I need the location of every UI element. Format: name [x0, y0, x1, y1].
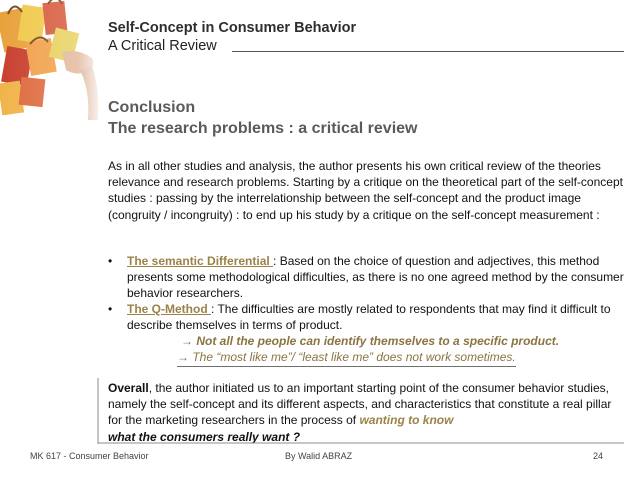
bullet-list [108, 253, 626, 367]
bullet-term: The Q-Method [127, 302, 211, 316]
bullet-item-semantic-differential [108, 253, 626, 301]
bullet-text: : The difficulties are mostly related to respondents that may find it difficult to describe themselves in terms of product. [127, 302, 611, 332]
header-subtitle: A Critical Review [108, 38, 217, 54]
left-frame-line [97, 378, 99, 444]
q-method-notes [108, 333, 626, 367]
section-heading-research-problems: The research problems : a critical review [108, 120, 418, 137]
shopping-bags-image [0, 0, 104, 142]
conclusion-highlight: wanting to know [359, 413, 454, 428]
header-title: Self-Concept in Consumer Behavior [108, 20, 357, 36]
note-most-least-like-me [108, 349, 626, 367]
footer-frame-line [98, 442, 624, 444]
bullet-marker: • [108, 254, 113, 268]
note-text: → The “most like me”/ “least like me” does not work sometimes. [177, 349, 516, 367]
conclusion-lead: Overall [108, 381, 149, 395]
footer-course: MK 617 - Consumer Behavior [30, 451, 149, 461]
bullet-term: The semantic Differential [127, 254, 274, 268]
header-divider [232, 51, 624, 52]
note-identify: → Not all the people can identify themselves to a specific product. [181, 334, 560, 348]
bullet-item-q-method [108, 301, 626, 333]
bullet-marker: • [108, 302, 113, 316]
conclusion-end: what the consumers really want ? [108, 429, 301, 444]
conclusion-text: , the author initiated us to an important starting point of the consumer behavior studies, namely the self-concept and its different aspects, and characteristics that constitute a real pillar for the marketing researchers in the process of [108, 381, 612, 428]
bullet-text: : Based on the choice of question and adjectives, this method presents some methodological difficulties, as there is no one agreed method by the consumer behavior researchers. [127, 254, 624, 300]
section-heading-conclusion: Conclusion [108, 99, 196, 116]
conclusion-paragraph [108, 380, 626, 445]
footer-author: By Walid ABRAZ [285, 451, 353, 461]
intro-paragraph: As in all other studies and analysis, the author presents his own critical review of the theories relevance and research problems. Starting by a critique on the theoretical part of the self-concept studies : passing by the interrelationship between the self-concept and the product image (congruity / incongruity) : to end up his study by a critique on the self-concept measurement : [108, 159, 623, 222]
footer-page-number: 24 [593, 451, 604, 461]
